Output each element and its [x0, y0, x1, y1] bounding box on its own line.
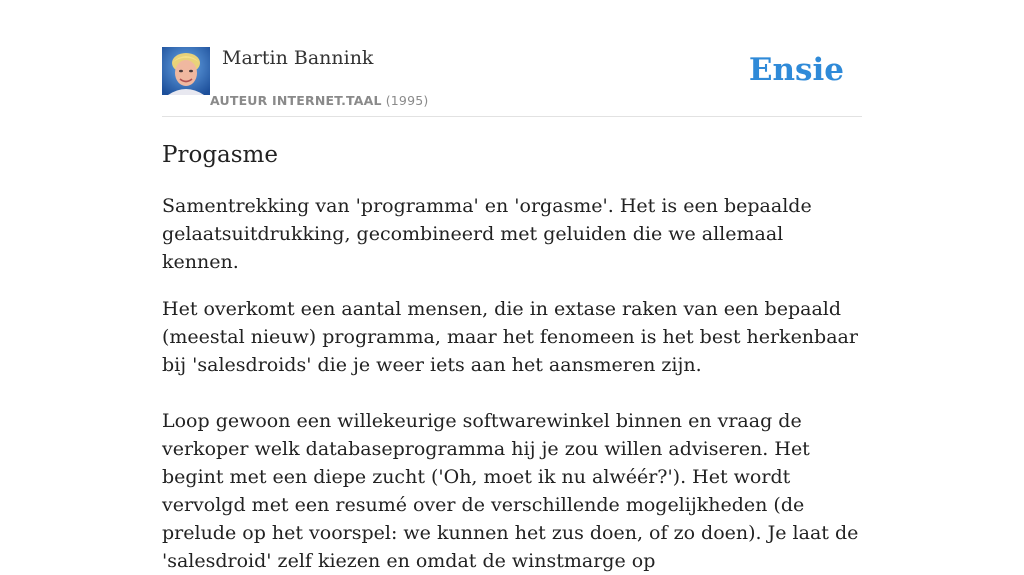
entry-content — [162, 138, 866, 575]
author-role-label: AUTEUR INTERNET.TAAL — [210, 93, 382, 108]
entry-paragraph-2: Het overkomt een aantal mensen, die in extase raken van een bepaald (meestal nieuw) programma, maar het fenomeen is het best herkenbaar bij 'salesdroids' die je weer iets aan het aansmeren zijn. — [162, 298, 858, 376]
entry-paragraph-1: Samentrekking van 'programma' en 'orgasme'. Het is een bepaalde gelaatsuitdrukking, gecombineerd met geluiden die we allemaal kennen. — [162, 195, 812, 273]
avatar-portrait-icon — [162, 47, 210, 95]
author-avatar[interactable] — [162, 47, 210, 95]
author-role — [210, 93, 428, 108]
ensie-logo-link[interactable]: Ensie — [748, 52, 844, 88]
author-name[interactable]: Martin Bannink — [222, 47, 374, 69]
entry-paragraph-3: Loop gewoon een willekeurige softwarewinkel binnen en vraag de verkoper welk databaseprogramma hij je zou willen adviseren. Het begint met een diepe zucht ('Oh, moet ik nu alwéér?'). Het wordt vervolgd met een resumé over de verschillende mogelijkheden (de prelude op het voorspel: we kunnen het zus doen, of zo doen). Je laat de 'salesdroid' zelf kiezen en omdat de winstmarge op — [162, 410, 859, 572]
entry-title: Progasme — [162, 142, 278, 168]
author-header — [162, 46, 862, 117]
author-year: (1995) — [385, 93, 429, 108]
